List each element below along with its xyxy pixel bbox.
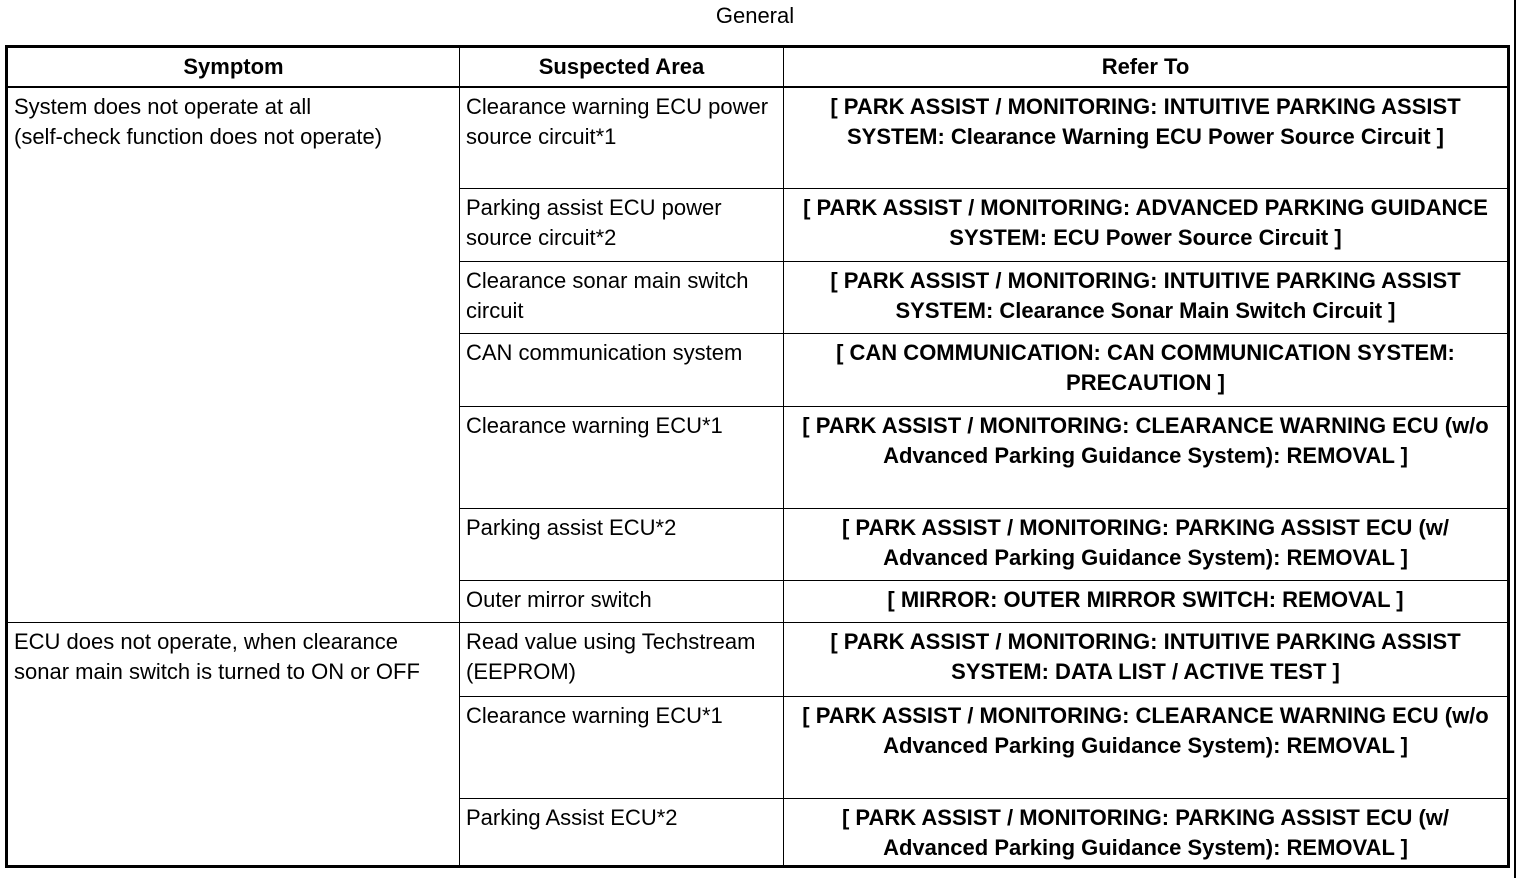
suspected-area-cell: Clearance sonar main switch circuit (460, 261, 784, 333)
suspected-area-cell: Parking assist ECU*2 (460, 508, 784, 580)
troubleshooting-table (5, 45, 1510, 868)
refer-to-link[interactable]: [ PARK ASSIST / MONITORING: INTUITIVE PARKING ASSIST SYSTEM: DATA LIST / ACTIVE TEST ] (784, 622, 1509, 696)
refer-to-link[interactable]: [ CAN COMMUNICATION: CAN COMMUNICATION SYSTEM: PRECAUTION ] (784, 333, 1509, 406)
page-edge-rule (1514, 0, 1516, 878)
refer-to-link[interactable]: [ PARK ASSIST / MONITORING: ADVANCED PARKING GUIDANCE SYSTEM: ECU Power Source Circuit ] (784, 188, 1509, 261)
header-refer-to: Refer To (784, 47, 1509, 88)
refer-to-link[interactable]: [ PARK ASSIST / MONITORING: PARKING ASSIST ECU (w/ Advanced Parking Guidance System): REMOVAL ] (784, 508, 1509, 580)
refer-to-link[interactable]: [ PARK ASSIST / MONITORING: PARKING ASSIST ECU (w/ Advanced Parking Guidance System): REMOVAL ] (784, 798, 1509, 866)
suspected-area-cell: Parking Assist ECU*2 (460, 798, 784, 866)
suspected-area-cell: Clearance warning ECU*1 (460, 696, 784, 798)
header-suspected-area: Suspected Area (460, 47, 784, 88)
table-row (7, 87, 1509, 188)
refer-to-link[interactable]: [ MIRROR: OUTER MIRROR SWITCH: REMOVAL ] (784, 580, 1509, 622)
suspected-area-cell: Read value using Techstream (EEPROM) (460, 622, 784, 696)
header-symptom: Symptom (7, 47, 460, 88)
refer-to-link[interactable]: [ PARK ASSIST / MONITORING: INTUITIVE PARKING ASSIST SYSTEM: Clearance Warning ECU Power Source Circuit ] (784, 87, 1509, 188)
refer-to-link[interactable]: [ PARK ASSIST / MONITORING: CLEARANCE WARNING ECU (w/o Advanced Parking Guidance System): REMOVAL ] (784, 406, 1509, 508)
suspected-area-cell: Parking assist ECU power source circuit*2 (460, 188, 784, 261)
table-row (7, 622, 1509, 696)
table-header-row (7, 47, 1509, 88)
refer-to-link[interactable]: [ PARK ASSIST / MONITORING: INTUITIVE PARKING ASSIST SYSTEM: Clearance Sonar Main Switch Circuit ] (784, 261, 1509, 333)
suspected-area-cell: Outer mirror switch (460, 580, 784, 622)
suspected-area-cell: CAN communication system (460, 333, 784, 406)
suspected-area-cell: Clearance warning ECU power source circuit*1 (460, 87, 784, 188)
symptom-cell: System does not operate at all (self-check function does not operate) (7, 87, 460, 622)
symptom-cell: ECU does not operate, when clearance sonar main switch is turned to ON or OFF (7, 622, 460, 866)
page-caption: General (715, 3, 795, 28)
refer-to-link[interactable]: [ PARK ASSIST / MONITORING: CLEARANCE WARNING ECU (w/o Advanced Parking Guidance System): REMOVAL ] (784, 696, 1509, 798)
suspected-area-cell: Clearance warning ECU*1 (460, 406, 784, 508)
